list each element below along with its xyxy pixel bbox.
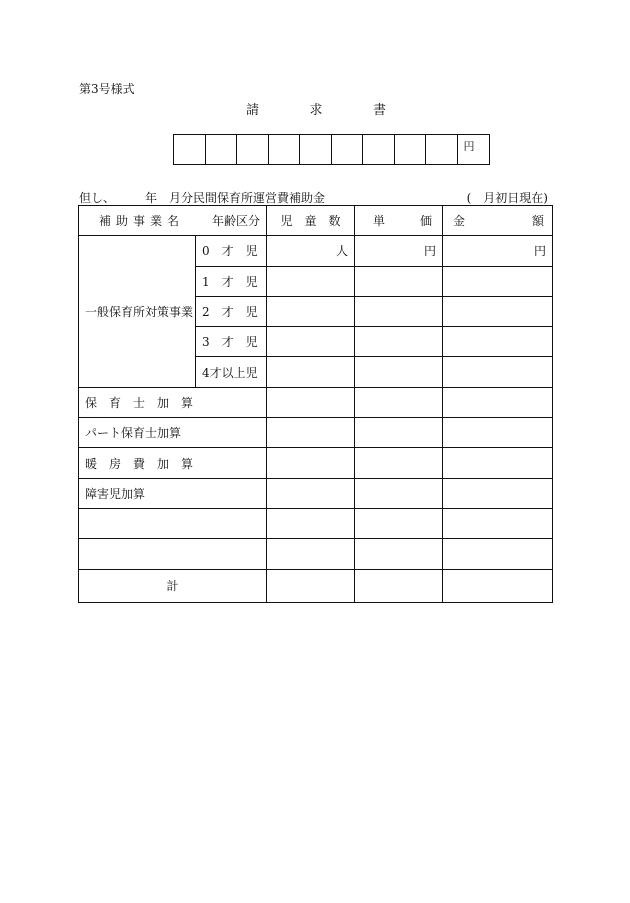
header-amount-char: 額 [531, 214, 544, 229]
children-count-cell[interactable] [267, 448, 355, 478]
table-row [79, 387, 553, 417]
subsidy-note: 但し、 年 月分民間保育所運営費補助金 [79, 191, 326, 205]
amount-digit-boxes [173, 134, 490, 165]
addition-label: 保 育 士 加 算 [79, 387, 267, 417]
amount-digit-box[interactable] [363, 135, 395, 164]
unit-price-cell[interactable] [355, 539, 443, 569]
unit-price-cell[interactable] [355, 418, 443, 448]
amount-digit-box[interactable] [426, 135, 458, 164]
title-char: 請 [246, 103, 260, 118]
children-count-cell[interactable] [267, 539, 355, 569]
age-label: 0 才 児 [196, 236, 267, 266]
children-count-cell[interactable]: 人 [267, 236, 355, 266]
title-char: 求 [309, 103, 323, 118]
unit-price-cell[interactable] [355, 478, 443, 508]
table-row [79, 478, 553, 508]
header-business-age [79, 206, 267, 236]
unit-price-cell[interactable] [355, 508, 443, 538]
header-age: 年齢区分 [211, 214, 260, 229]
header-amount [443, 206, 553, 236]
amount-unit-yen: 円 [463, 140, 475, 153]
unit-price-cell[interactable] [355, 387, 443, 417]
header-children: 児 童 数 [267, 206, 355, 236]
claim-table [78, 205, 553, 603]
unit-price-cell[interactable] [355, 327, 443, 357]
table-row [79, 508, 553, 538]
age-label: 4才以上児 [196, 357, 267, 387]
unit-price-cell[interactable] [355, 266, 443, 296]
age-label: 2 才 児 [196, 296, 267, 326]
amount-cell[interactable] [443, 418, 553, 448]
amount-cell[interactable] [443, 448, 553, 478]
amount-cell[interactable] [443, 327, 553, 357]
table-row [79, 418, 553, 448]
children-count-cell[interactable] [267, 478, 355, 508]
unit-price-cell[interactable] [355, 296, 443, 326]
general-business-label: 一般保育所対策事業 [79, 236, 196, 387]
amount-cell[interactable] [443, 387, 553, 417]
form-number: 第3号様式 [79, 82, 135, 96]
disability-label: 障害児加算 [79, 478, 267, 508]
table-row [79, 448, 553, 478]
blank-label-cell[interactable] [79, 508, 267, 538]
amount-cell[interactable]: 円 [443, 236, 553, 266]
amount-digit-box[interactable] [300, 135, 332, 164]
amount-cell[interactable] [443, 478, 553, 508]
table-header-row [79, 206, 553, 236]
table-row [79, 539, 553, 569]
header-unit-price-char: 価 [419, 214, 432, 229]
amount-cell[interactable] [443, 539, 553, 569]
children-count-cell[interactable] [267, 508, 355, 538]
amount-cell[interactable] [443, 266, 553, 296]
header-unit-price-char: 単 [373, 214, 386, 229]
amount-cell[interactable] [443, 357, 553, 387]
age-label: 1 才 児 [196, 266, 267, 296]
header-business: 補助事業名 [99, 214, 185, 229]
amount-digit-box[interactable] [332, 135, 364, 164]
amount-digit-box[interactable] [237, 135, 269, 164]
addition-label: 暖 房 費 加 算 [79, 448, 267, 478]
amount-digit-box[interactable] [269, 135, 301, 164]
date-note: ( 月初日現在) [466, 191, 548, 205]
addition-label: パート保育士加算 [79, 418, 267, 448]
table-row [79, 236, 553, 266]
children-count-cell[interactable] [267, 266, 355, 296]
amount-cell[interactable] [443, 296, 553, 326]
document-title [246, 99, 386, 118]
total-label: 計 [79, 569, 267, 602]
children-count-cell[interactable] [267, 387, 355, 417]
children-count-cell[interactable] [267, 327, 355, 357]
age-label: 3 才 児 [196, 327, 267, 357]
unit-price-cell[interactable] [355, 357, 443, 387]
children-count-cell[interactable] [267, 357, 355, 387]
header-unit-price [355, 206, 443, 236]
amount-cell[interactable] [443, 508, 553, 538]
unit-price-cell[interactable]: 円 [355, 236, 443, 266]
blank-label-cell[interactable] [79, 539, 267, 569]
total-unit-price-cell[interactable] [355, 569, 443, 602]
children-count-cell[interactable] [267, 418, 355, 448]
total-amount-cell[interactable] [443, 569, 553, 602]
header-amount-char: 金 [453, 214, 466, 229]
total-children-cell[interactable] [267, 569, 355, 602]
amount-digit-box[interactable] [395, 135, 427, 164]
amount-digit-box[interactable] [174, 135, 206, 164]
unit-price-cell[interactable] [355, 448, 443, 478]
total-row [79, 569, 553, 602]
amount-digit-box[interactable] [206, 135, 238, 164]
children-count-cell[interactable] [267, 296, 355, 326]
title-char: 書 [372, 103, 386, 118]
